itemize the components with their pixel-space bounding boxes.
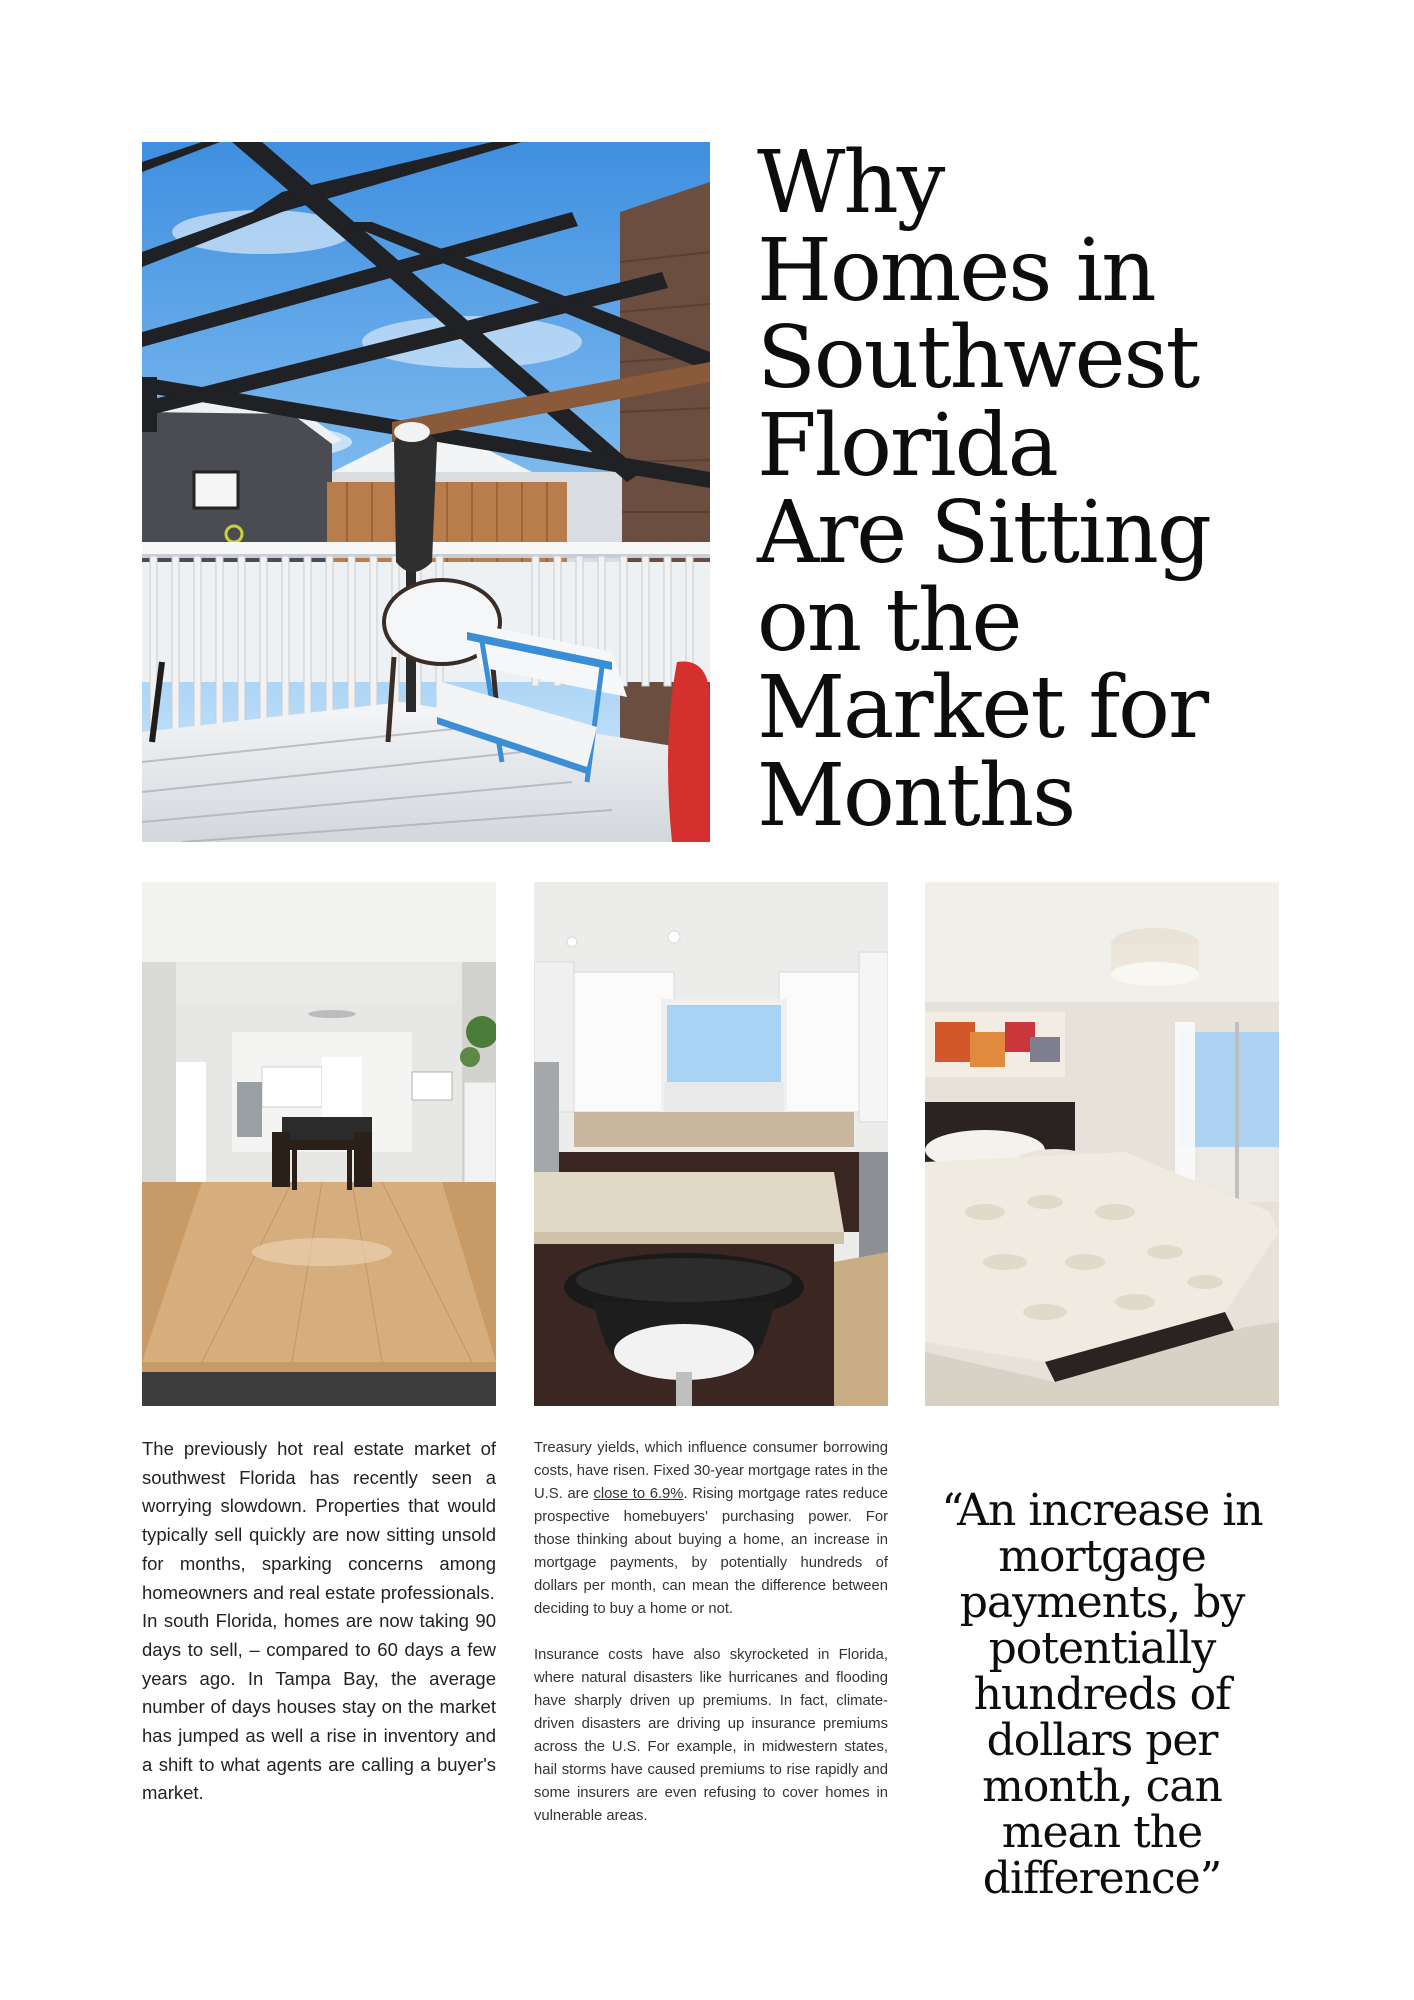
headline-line-6: on the [757, 570, 1021, 671]
column1-paragraph-2: In south Florida, homes are now taking 90 days to sell, – compared to 60 days a few years ago. In Tampa Bay, the average number of days houses stay on the market has jumped as well a rise in inventory and a shift to what agents are calling a buyer's market. [142, 1610, 496, 1804]
article-headline [757, 133, 1277, 846]
photo-kitchen-island [534, 882, 888, 1406]
column2-paragraph-1-rest: . Rising mortgage rates reduce prospective homebuyers' purchasing power. For those thinking about buying a home, an increase in mortgage payments, by potentially hundreds of dollars per month, can mean the difference between deciding to buy a home or not. [534, 1486, 888, 1617]
headline-line-2: Homes in [757, 220, 1155, 321]
column2-paragraph-1 [534, 1437, 888, 1621]
headline-line-7: Market for [757, 658, 1208, 758]
article-column-1 [142, 1435, 496, 1808]
column2-paragraph-2: Insurance costs have also skyrocketed in Florida, where natural disasters like hurricanes and flooding have sharply driven up premiums. In fact, climate-driven disasters are driving up insurance premiums across the U.S. For example, in midwestern states, hail storms have caused premiums to rise rapidly and some insurers are even refusing to cover homes in vulnerable areas. [534, 1647, 888, 1824]
headline-line-5: Are Sitting [757, 483, 1210, 583]
photo-bedroom [925, 882, 1279, 1406]
column1-paragraph-1: The previously hot real estate market of southwest Florida has recently seen a worrying slowdown. Properties that would typically sell quickly are now sitting unsold for months, sparking concerns among homeowners and real estate professionals. [142, 1438, 496, 1603]
hero-photo-snowy-deck [142, 142, 710, 842]
column2-paragraph-1-lead: Treasury yields, which influence consumer borrowing costs, have risen. Fixed 30-year mortgage rates in the U.S. are [534, 1440, 888, 1502]
mortgage-rate-link[interactable]: close to 6.9% [593, 1486, 684, 1502]
headline-line-8: Months [757, 745, 1075, 846]
photo-open-plan-dining [142, 882, 496, 1406]
headline-line-3: Southwest [757, 308, 1199, 408]
headline-line-4: Florida [757, 395, 1057, 496]
pull-quote: “An increase in mortgage payments, by potentially hundreds of dollars per month, can mean the difference” [941, 1485, 1263, 1904]
article-column-2 [534, 1437, 888, 1851]
headline-line-1: Why [757, 133, 944, 233]
